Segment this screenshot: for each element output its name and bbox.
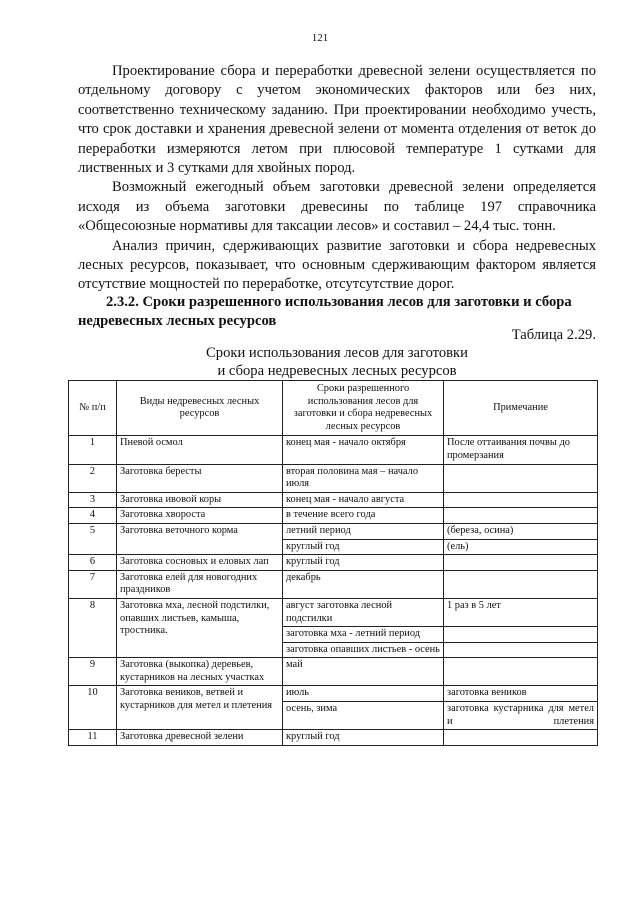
row-period: круглый год (283, 730, 444, 746)
row-num: 7 (69, 570, 117, 598)
table-row (69, 730, 598, 746)
table-row (69, 464, 598, 492)
row-note (444, 464, 598, 492)
table-header-row (69, 381, 598, 436)
row-kind: Заготовка (выкопка) деревьев, кустарников на лесных участках (117, 658, 283, 686)
row-period: конец мая - начало октября (283, 436, 444, 464)
row-note: (ель) (444, 539, 598, 555)
row-note-empty (444, 642, 598, 658)
row-kind: Заготовка сосновых и еловых лап (117, 555, 283, 571)
row-period: вторая половина мая – начало июля (283, 464, 444, 492)
header-kind: Виды недревесных лесных ресурсов (117, 381, 283, 436)
table-row (69, 508, 598, 524)
table-row (69, 598, 598, 626)
row-period: июль (283, 686, 444, 702)
resources-table (68, 380, 598, 746)
row-period: в течение всего года (283, 508, 444, 524)
row-note (444, 730, 598, 746)
row-note-empty (444, 627, 598, 643)
paragraph-3: Анализ причин, сдерживающих развитие заготовки и сбора недревесных лесных ресурсов, показывает, что основным сдерживающим фактором является отсутствие мощностей по переработке, отсутсутствие дорог. (78, 237, 596, 293)
row-kind: Заготовка веточного корма (117, 523, 283, 554)
header-note: Примечание (444, 381, 598, 436)
row-period: август заготовка лесной подстилки (283, 598, 444, 626)
row-kind: Пневой осмол (117, 436, 283, 464)
table-row (69, 555, 598, 571)
row-num: 6 (69, 555, 117, 571)
row-note (444, 555, 598, 571)
row-note: После оттаивания почвы до промерзания (444, 436, 598, 464)
row-note: заготовка веников (444, 686, 598, 702)
row-note: (береза, осина) (444, 523, 598, 539)
row-period: декабрь (283, 570, 444, 598)
row-num: 1 (69, 436, 117, 464)
row-num: 3 (69, 492, 117, 508)
table-row (69, 492, 598, 508)
table-row (69, 570, 598, 598)
table-title (78, 344, 596, 380)
body-text (78, 62, 596, 295)
row-period: осень, зима (283, 702, 444, 730)
table-label: Таблица 2.29. (511, 327, 596, 343)
row-period: май (283, 658, 444, 686)
row-period: круглый год (283, 555, 444, 571)
row-num: 8 (69, 598, 117, 657)
header-num: № п/п (69, 381, 117, 436)
row-num: 11 (69, 730, 117, 746)
header-period: Сроки разрешенного использования лесов для заготовки и сбора недревесных лесных ресурсов (283, 381, 444, 436)
table-row (69, 523, 598, 539)
row-period: заготовка опавших листьев - осень (283, 642, 444, 658)
table-title-line-2: и сбора недревесных лесных ресурсов (217, 363, 457, 379)
row-note (444, 492, 598, 508)
row-num: 4 (69, 508, 117, 524)
row-note: 1 раз в 5 лет (444, 598, 598, 626)
table-row (69, 686, 598, 702)
row-num: 10 (69, 686, 117, 730)
row-note (444, 570, 598, 598)
row-kind: Заготовка мха, лесной подстилки, опавших листьев, камыша, тростника. (117, 598, 283, 657)
row-num: 2 (69, 464, 117, 492)
row-period: летний период (283, 523, 444, 539)
row-num: 9 (69, 658, 117, 686)
row-period: конец мая - начало августа (283, 492, 444, 508)
table-row (69, 436, 598, 464)
row-kind: Заготовка веников, ветвей и кустарников для метел и плетения (117, 686, 283, 730)
row-kind: Заготовка ивовой коры (117, 492, 283, 508)
section-heading: 2.3.2. Сроки разрешенного использования лесов для заготовки и сбора недревесных лесных ресурсов (78, 294, 572, 329)
row-period: заготовка мха - летний период (283, 627, 444, 643)
row-kind: Заготовка бересты (117, 464, 283, 492)
page-number: 121 (311, 32, 329, 44)
row-note (444, 658, 598, 686)
row-num: 5 (69, 523, 117, 554)
row-period: круглый год (283, 539, 444, 555)
row-note: заготовка кустарника для метел и плетения (444, 702, 598, 730)
paragraph-1: Проектирование сбора и переработки древесной зелени осуществляется по отдельному договору с учетом экономических факторов или без них, соответственно техническому заданию. При проектировании необходимо учесть, что срок доставки и хранения древесной зелени от момента отделения от веток до переработки измеряются летом при плюсовой температуре 1 сутками для лиственных и 3 сутками для хвойных пород. (78, 63, 596, 177)
row-note (444, 508, 598, 524)
table-title-line-1: Сроки использования лесов для заготовки (206, 345, 468, 361)
row-kind: Заготовка древесной зелени (117, 730, 283, 746)
row-kind: Заготовка елей для новогодних праздников (117, 570, 283, 598)
row-kind: Заготовка хвороста (117, 508, 283, 524)
paragraph-2: Возможный ежегодный объем заготовки древесной зелени определяется исходя из объема заготовки древесины по таблице 197 справочника «Общесоюзные нормативы для таксации лесов» и составил – 24,4 тыс. тонн. (78, 179, 596, 235)
table-row (69, 658, 598, 686)
